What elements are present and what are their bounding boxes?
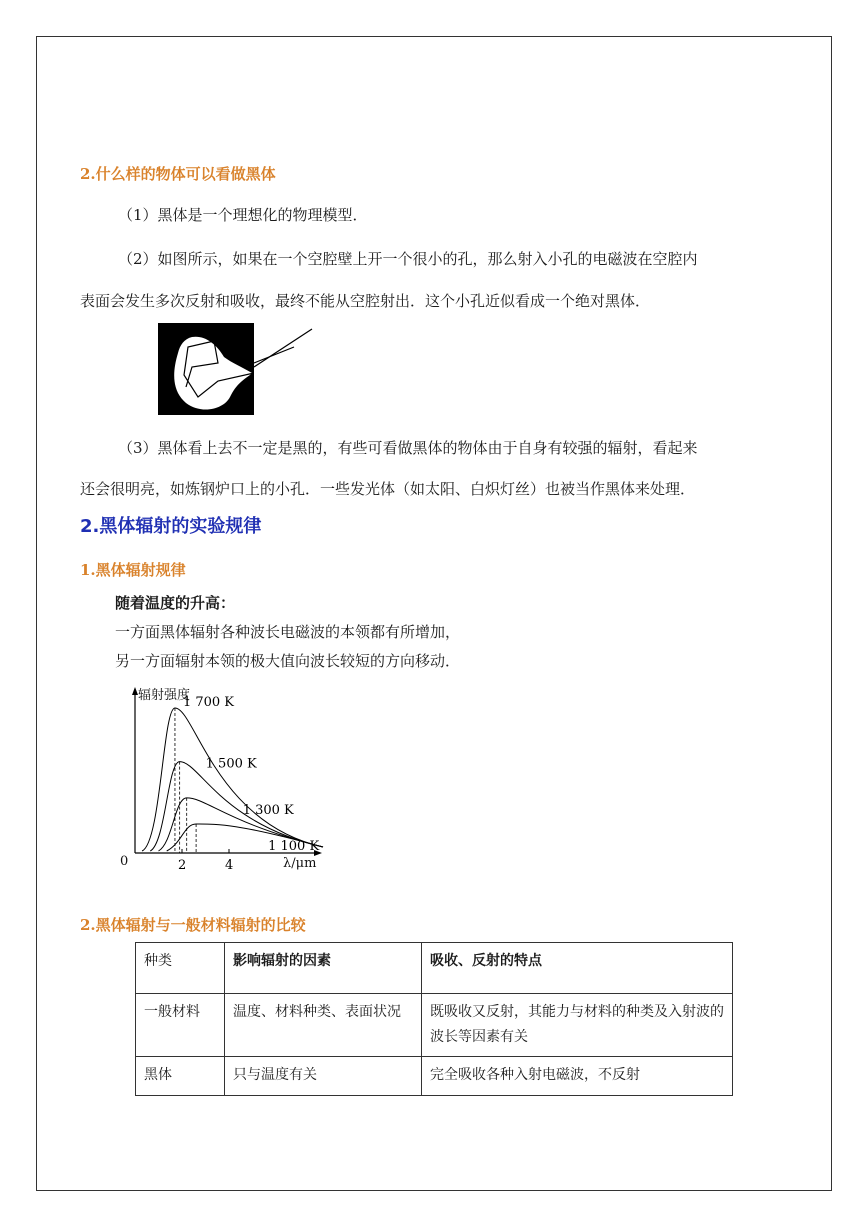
series-label: 1 500 K (205, 756, 257, 772)
paragraph-2-line-2: 表面会发生多次反射和吸收，最终不能从空腔射出．这个小孔近似看成一个绝对黑体． (80, 292, 651, 310)
series-label: 1 100 K (268, 839, 320, 854)
table-header-row (136, 943, 733, 994)
paragraph-3-line-1: （3）黑体看上去不一定是黑的，有些可看做黑体的物体由于自身有较强的辐射，看起来 (118, 439, 698, 457)
cavity-figure (158, 323, 254, 415)
paragraph-2-line-1: （2）如图所示，如果在一个空腔壁上开一个很小的孔，那么射入小孔的电磁波在空腔内 (118, 250, 698, 268)
x-axis-label: λ/μm (283, 856, 317, 871)
header-cell-kind: 种类 (136, 943, 225, 994)
header-cell-features: 吸收、反射的特点 (422, 943, 733, 994)
series-label: 1 700 K (182, 695, 235, 710)
subheading-comparison: 2.黑体辐射与一般材料辐射的比较 (80, 916, 306, 934)
table-row (136, 1057, 733, 1096)
series-curve (150, 762, 323, 851)
origin-label: 0 (120, 854, 129, 869)
comparison-table (135, 942, 733, 1096)
blackbody-radiation-chart (118, 683, 338, 873)
table-cell: 既吸收又反射，其能力与材料的种类及入射波的波长等因素有关 (422, 994, 733, 1057)
section-heading-what-is-blackbody: 2.什么样的物体可以看做黑体 (80, 165, 276, 183)
bold-intro-line: 随着温度的升高： (115, 594, 236, 612)
incident-ray (254, 323, 314, 373)
subheading-radiation-law: 1.黑体辐射规律 (80, 561, 186, 579)
section-heading-blackbody-laws: 2.黑体辐射的实验规律 (80, 516, 262, 537)
law-line-1: 一方面黑体辐射各种波长电磁波的本领都有所增加， (115, 623, 461, 641)
law-line-2: 另一方面辐射本领的极大值向波长较短的方向移动． (115, 652, 461, 670)
table-cell: 一般材料 (136, 994, 225, 1057)
paragraph-3-line-2: 还会很明亮，如炼钢炉口上的小孔．一些发光体（如太阳、白炽灯丝）也被当作黑体来处理． (80, 480, 696, 498)
x-tick-label: 2 (178, 858, 187, 873)
paragraph-1: （1）黑体是一个理想化的物理模型． (118, 206, 368, 224)
table-cell: 温度、材料种类、表面状况 (225, 994, 422, 1057)
series-curve (142, 708, 323, 851)
header-cell-factors: 影响辐射的因素 (225, 943, 422, 994)
table-cell: 黑体 (136, 1057, 225, 1096)
series-label: 1 300 K (242, 802, 294, 818)
table-cell: 完全吸收各种入射电磁波，不反射 (422, 1057, 733, 1096)
table-cell: 只与温度有关 (225, 1057, 422, 1096)
x-tick-label: 4 (225, 858, 234, 873)
y-axis-label: 辐射强度 (138, 688, 191, 703)
table-row (136, 994, 733, 1057)
